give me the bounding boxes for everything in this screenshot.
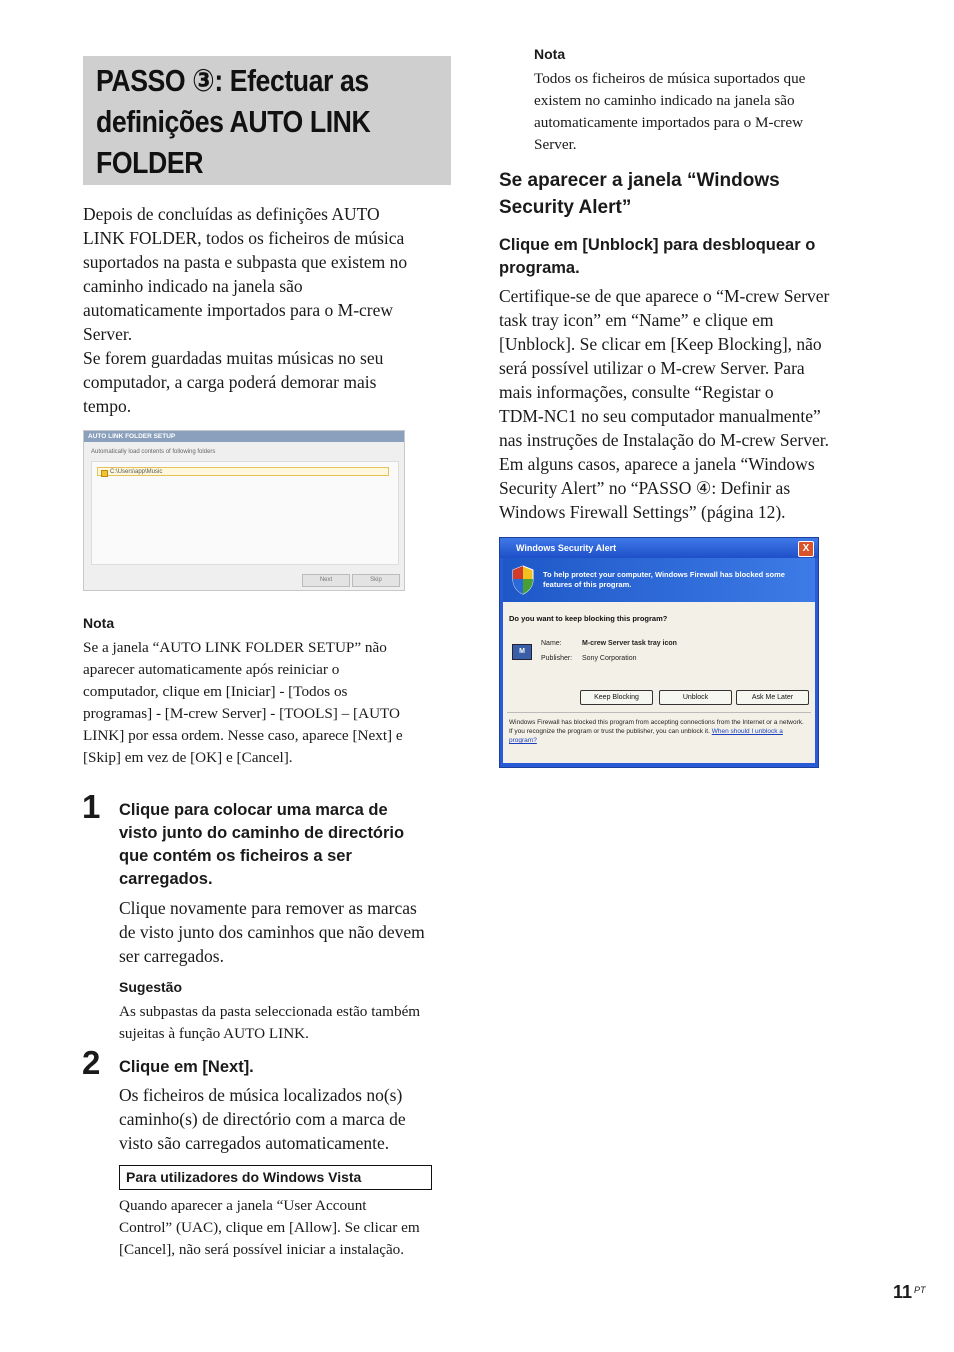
- wsa-question: Do you want to keep blocking this program?: [509, 614, 668, 623]
- step2-body-line: visto são carregados automaticamente.: [119, 1133, 390, 1153]
- section-heading-line: Security Alert”: [499, 197, 632, 218]
- vista-label-box: [119, 1165, 432, 1190]
- wsa-footer: [509, 718, 809, 745]
- wsa-content: [503, 602, 815, 763]
- wsa-help-link[interactable]: When should I unblock a program?: [509, 728, 783, 744]
- step2-heading: Clique em [Next].: [119, 1058, 254, 1076]
- nota1-text: [83, 637, 455, 769]
- section-body-line: Windows Firewall Settings” (página 12).: [499, 502, 786, 522]
- section-body-line: mais informações, consulte “Registar o: [499, 382, 774, 402]
- intro-line: computador, a carga poderá demorar mais: [83, 372, 377, 392]
- nota1-line: programas] - [M-crew Server] - [TOOLS] – [AUTO: [83, 705, 401, 722]
- nota1-label: Nota: [83, 615, 115, 631]
- step1-heading: [119, 799, 459, 891]
- wsa-footer-text: Windows Firewall has blocked this program from accepting connections from the Internet or a network. If you recognize the program or trust the publisher, you can unblock it.: [509, 719, 804, 735]
- section-subheading-line: programa.: [499, 259, 580, 277]
- vista-label: Para utilizadores do Windows Vista: [126, 1169, 362, 1185]
- alf-skip-button[interactable]: Skip: [352, 574, 400, 587]
- wsa-publisher-label: Publisher:: [541, 655, 573, 662]
- nota1-line: LINK] por essa ordem. Nesse caso, aparece [Next] e: [83, 727, 403, 744]
- windows-security-alert-screenshot: [499, 537, 819, 768]
- wsa-name-value: M-crew Server task tray icon: [582, 640, 677, 647]
- nota2-label: Nota: [534, 46, 566, 62]
- close-icon[interactable]: X: [798, 541, 814, 557]
- wsa-publisher-value: Sony Corporation: [582, 655, 637, 662]
- nota1-line: Se a janela “AUTO LINK FOLDER SETUP” não: [83, 639, 387, 656]
- intro-line: Depois de concluídas as definições AUTO: [83, 204, 380, 224]
- unblock-button[interactable]: Unblock: [659, 690, 732, 705]
- intro-line: automaticamente importados para o M-crew: [83, 300, 394, 320]
- step1-body: [119, 896, 464, 968]
- intro-line: caminho indicado na janela são: [83, 276, 303, 296]
- nota2-line: automaticamente importados para o M-crew: [534, 114, 804, 131]
- section-heading: [499, 167, 869, 221]
- app-icon: M: [512, 644, 532, 660]
- nota2-line: existem no caminho indicado na janela são: [534, 92, 795, 109]
- step1-body-line: ser carregados.: [119, 946, 224, 966]
- step1-heading-line: Clique para colocar uma marca de: [119, 801, 388, 819]
- wsa-banner: [503, 558, 815, 602]
- alf-titlebar: AUTO LINK FOLDER SETUP: [84, 431, 404, 442]
- vista-text: [119, 1195, 464, 1261]
- section-subheading-line: Clique em [Unblock] para desbloquear o: [499, 236, 816, 254]
- step1-heading-line: carregados.: [119, 870, 213, 888]
- nota1-line: aparecer automaticamente após reiniciar o: [83, 661, 340, 678]
- ask-me-later-button[interactable]: Ask Me Later: [736, 690, 809, 705]
- section-body-line: [Unblock]. Se clicar em [Keep Blocking], não: [499, 334, 822, 354]
- step1-tip-label: Sugestão: [119, 979, 183, 995]
- alf-folder-path: C:\Users\app\Music: [110, 469, 163, 475]
- alf-folder-panel: [91, 461, 399, 565]
- section-body: [499, 284, 879, 524]
- wsa-name-label: Name:: [541, 640, 562, 647]
- nota1-line: [Skip] em vez de [OK] e [Cancel].: [83, 749, 293, 766]
- section-body-line: task tray icon” em “Name” e clique em: [499, 310, 774, 330]
- section-body-line: nas instruções de Instalação do M-crew Server.: [499, 430, 829, 450]
- shield-icon: [511, 565, 535, 595]
- wsa-banner-text: To help protect your computer, Windows Firewall has blocked some features of this program.: [543, 570, 785, 589]
- title-box: [83, 56, 451, 185]
- nota2-line: Server.: [534, 136, 577, 153]
- wsa-title: Windows Security Alert: [516, 543, 617, 553]
- section-heading-line: Se aparecer a janela “Windows: [499, 170, 780, 191]
- intro-line: tempo.: [83, 396, 132, 416]
- nota1-line: computador, clique em [Iniciar] - [Todos os: [83, 683, 348, 700]
- intro-paragraph: [83, 202, 453, 418]
- page-suffix: PT: [914, 1285, 926, 1295]
- intro-line: LINK FOLDER, todos os ficheiros de música: [83, 228, 405, 248]
- step2-body-line: Os ficheiros de música localizados no(s): [119, 1085, 403, 1105]
- keep-blocking-button[interactable]: Keep Blocking: [580, 690, 653, 705]
- nota2-line: Todos os ficheiros de música suportados que: [534, 70, 806, 87]
- step2-body-line: caminho(s) de directório com a marca de: [119, 1109, 406, 1129]
- step1-number: 1: [82, 788, 101, 825]
- vista-line: [Cancel], não será possível iniciar a instalação.: [119, 1241, 405, 1258]
- page-title: PASSO ③: Efectuar as definições AUTO LINK FOLDER: [96, 63, 371, 180]
- vista-line: Control” (UAC), clique em [Allow]. Se clicar em: [119, 1219, 420, 1236]
- step1-heading-line: que contém os ficheiros a ser: [119, 847, 352, 865]
- intro-line: Server.: [83, 324, 133, 344]
- step1-tip-line: sujeitas à função AUTO LINK.: [119, 1025, 309, 1042]
- alf-folder-row[interactable]: [97, 467, 389, 476]
- wsa-divider: [507, 712, 811, 713]
- step2-number: 2: [82, 1044, 101, 1081]
- section-body-line: será possível utilizar o M-crew Server. Para: [499, 358, 805, 378]
- intro-line: suportados na pasta e subpasta que existem no: [83, 252, 408, 272]
- checkbox-icon[interactable]: [101, 470, 108, 477]
- section-body-line: Certifique-se de que aparece o “M-crew Server: [499, 286, 830, 306]
- step1-body-line: de visto junto dos caminhos que não devem: [119, 922, 425, 942]
- vista-line: Quando aparecer a janela “User Account: [119, 1197, 367, 1214]
- section-body-line: TDM-NC1 no seu computador manualmente”: [499, 406, 821, 426]
- step1-heading-line: visto junto do caminho de directório: [119, 824, 405, 842]
- intro-line: Se forem guardadas muitas músicas no seu: [83, 348, 384, 368]
- step1-tip-line: As subpastas da pasta seleccionada estão também: [119, 1003, 421, 1020]
- nota2-text: [534, 68, 864, 156]
- step1-body-line: Clique novamente para remover as marcas: [119, 898, 417, 918]
- section-body-line: Em alguns casos, aparece a janela “Windows: [499, 454, 815, 474]
- step1-tip-text: [119, 1001, 464, 1045]
- page-number: 11: [893, 1282, 913, 1302]
- alf-next-button[interactable]: Next: [302, 574, 350, 587]
- auto-link-folder-screenshot: [83, 430, 405, 591]
- section-body-line: Security Alert” no “PASSO ④: Definir as: [499, 478, 791, 498]
- alf-subtitle: Automatically load contents of following folders: [91, 449, 216, 455]
- step2-body: [119, 1083, 464, 1155]
- section-subheading: [499, 234, 869, 280]
- wsa-titlebar: [500, 538, 818, 558]
